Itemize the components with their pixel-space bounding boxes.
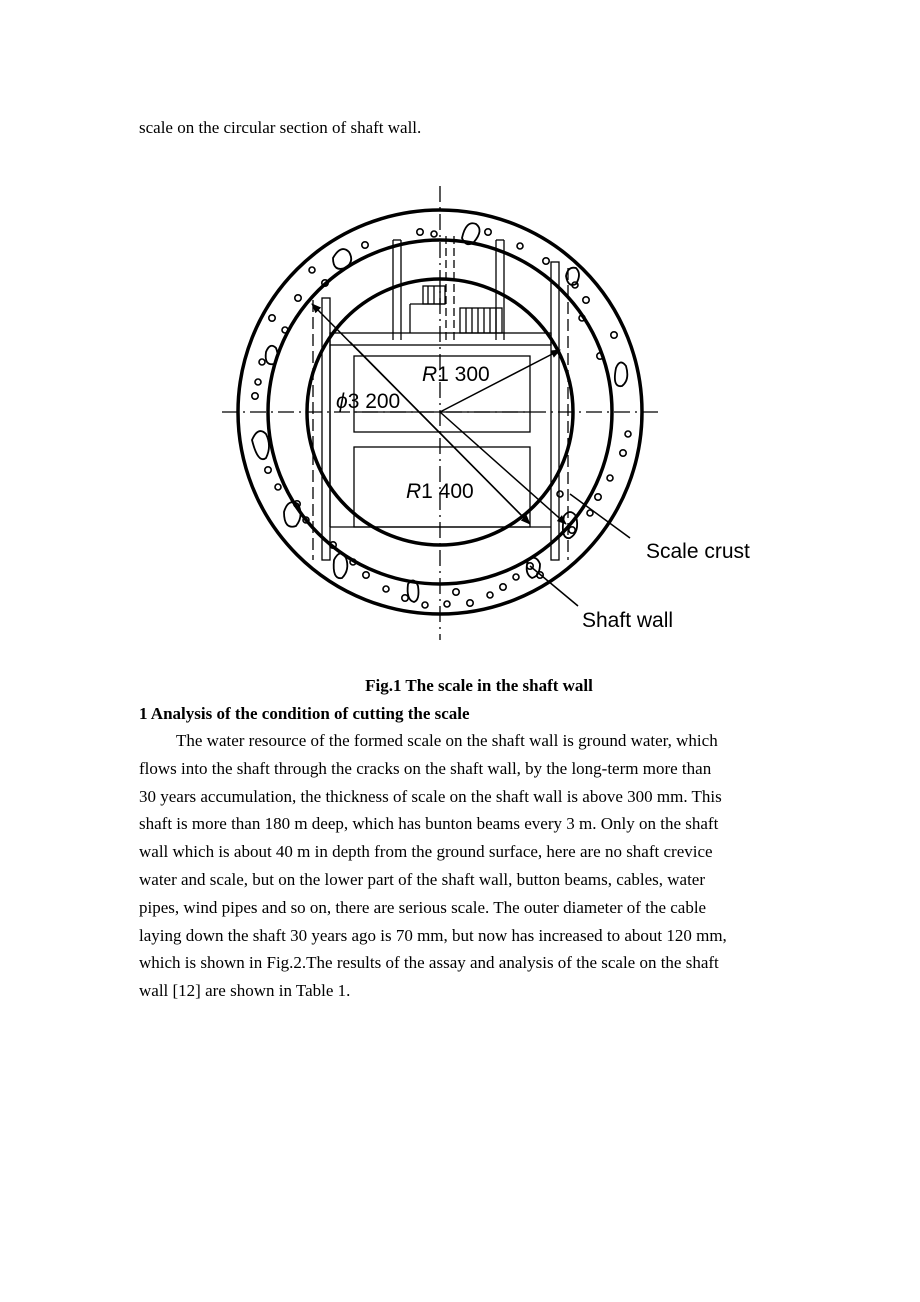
paragraph-line: pipes, wind pipes and so on, there are serious scale. The outer diameter of the cable [139,897,707,917]
paragraph-line: which is shown in Fig.2.The results of the assay and analysis of the scale on the shaft [139,953,719,973]
paragraph-line: laying down the shaft 30 years ago is 70 mm, but now has increased to about 120 mm, [139,925,727,945]
paragraph-line: water and scale, but on the lower part of the shaft wall, button beams, cables, water [139,869,705,889]
shaft-section-diagram [0,180,920,650]
diameter-label: ϕ3 200 [336,390,401,413]
paragraph-line: The water resource of the formed scale on the shaft wall is ground water, which [176,731,718,750]
radius-1300-label: R1 300 [422,363,490,386]
radius-1400-label: R1 400 [406,480,474,503]
radius-1400-arrow [440,412,566,524]
section-paragraph [139,731,799,1009]
paragraph-line: wall [12] are shown in Table 1. [139,981,351,1001]
shaft-wall-label: Shaft wall [582,609,674,632]
shaft-wall-figure [0,180,920,650]
paragraph-line: flows into the shaft through the cracks on the shaft wall, by the long-term more than [139,758,712,778]
scale-crust-label: Scale crust [646,540,750,563]
shaft-wall-leader [530,566,578,606]
paragraph-line: wall which is about 40 m in depth from the ground surface, here are no shaft crevice [139,842,713,862]
paragraph-line: 30 years accumulation, the thickness of scale on the shaft wall is above 300 mm. This [139,786,722,806]
intro-line: scale on the circular section of shaft wall. [139,118,422,137]
figure-caption: Fig.1 The scale in the shaft wall [365,676,593,695]
paragraph-line: shaft is more than 180 m deep, which has bunton beams every 3 m. Only on the shaft [139,814,719,834]
section-heading: 1 Analysis of the condition of cutting the scale [139,704,470,723]
